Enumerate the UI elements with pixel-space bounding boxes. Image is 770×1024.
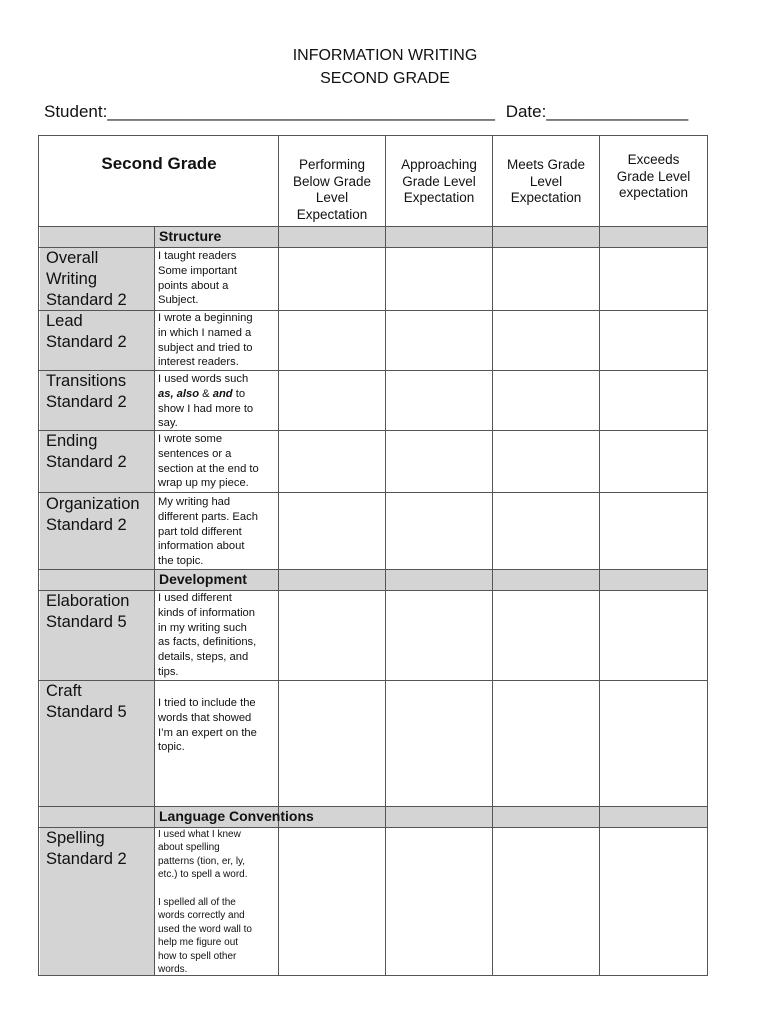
descriptor-spelling-patterns: I used what I knew about spelling patterns (tion, er, ly, etc.) to spell a word. (158, 829, 248, 881)
row-divider (38, 806, 708, 807)
row-divider (38, 310, 708, 311)
row-divider (38, 680, 708, 681)
document-title: INFORMATION WRITING (292, 47, 478, 64)
date-blank[interactable]: _______________ (546, 102, 689, 121)
column-divider (385, 135, 386, 976)
column-divider (278, 135, 279, 976)
standard-craft: Craft Standard 5 (46, 682, 127, 721)
row-divider (38, 247, 708, 248)
standard-elaboration: Elaboration Standard 5 (46, 592, 130, 631)
column-divider (154, 226, 155, 976)
row-divider (38, 492, 708, 493)
column-divider (599, 135, 600, 976)
row-divider (38, 827, 708, 828)
standard-spelling: Spelling Standard 2 (46, 829, 127, 868)
column-header-below: Performing Below Grade Level Expectation (292, 157, 372, 222)
structure-band (154, 226, 707, 247)
section-language-conventions: Language Conventions (159, 808, 314, 824)
standard-ending: Ending Standard 2 (46, 432, 127, 471)
student-label: Student: (44, 102, 108, 121)
standard-transitions: Transitions Standard 2 (46, 372, 127, 411)
table-left-border (38, 135, 39, 976)
section-structure: Structure (159, 228, 222, 244)
table-right-border (707, 135, 708, 976)
column-header-meets: Meets Grade Level Expectation (506, 157, 586, 205)
document-subtitle: SECOND GRADE (320, 70, 450, 87)
column-header-exceeds: Exceeds Grade Level expectation (616, 152, 691, 200)
table-header-title: Second Grade (101, 154, 217, 173)
student-date-line (44, 102, 724, 122)
date-label: Date: (505, 102, 547, 121)
standard-overall-writing: Overall Writing Standard 2 (46, 249, 127, 309)
descriptor-organization: My writing had different parts. Each part told different information about the topic. (158, 496, 258, 568)
descriptor-transitions: I used words such as, also & and to show I had more to say. (158, 373, 254, 430)
descriptor-spelling-correct: I spelled all of the words correctly and used the word wall to help me figure out how to spell other words. (158, 897, 252, 976)
standard-lead: Lead Standard 2 (46, 312, 127, 351)
section-development: Development (159, 571, 247, 587)
row-divider (38, 590, 708, 591)
student-blank[interactable]: _________________________________________ (107, 102, 495, 121)
descriptor-overall-writing: I taught readers Some important points about a Subject. (158, 250, 237, 307)
descriptor-lead: I wrote a beginning in which I named a subject and tried to interest readers. (158, 312, 253, 369)
table-top-border (38, 135, 708, 136)
table-bottom-border (38, 975, 708, 976)
descriptor-craft: I tried to include the words that showed I’m an expert on the topic. (158, 697, 257, 754)
header-divider (38, 226, 708, 227)
row-divider (38, 370, 708, 371)
descriptor-ending: I wrote some sentences or a section at the end to wrap up my piece. (158, 433, 259, 490)
column-header-approaching: Approaching Grade Level Expectation (401, 157, 477, 205)
descriptor-elaboration: I used different kinds of information in my writing such as facts, definitions, details, steps, and tips. (158, 592, 257, 678)
column-divider (492, 135, 493, 976)
standard-organization: Organization Standard 2 (46, 495, 140, 534)
row-divider (38, 430, 708, 431)
row-divider (38, 569, 708, 570)
